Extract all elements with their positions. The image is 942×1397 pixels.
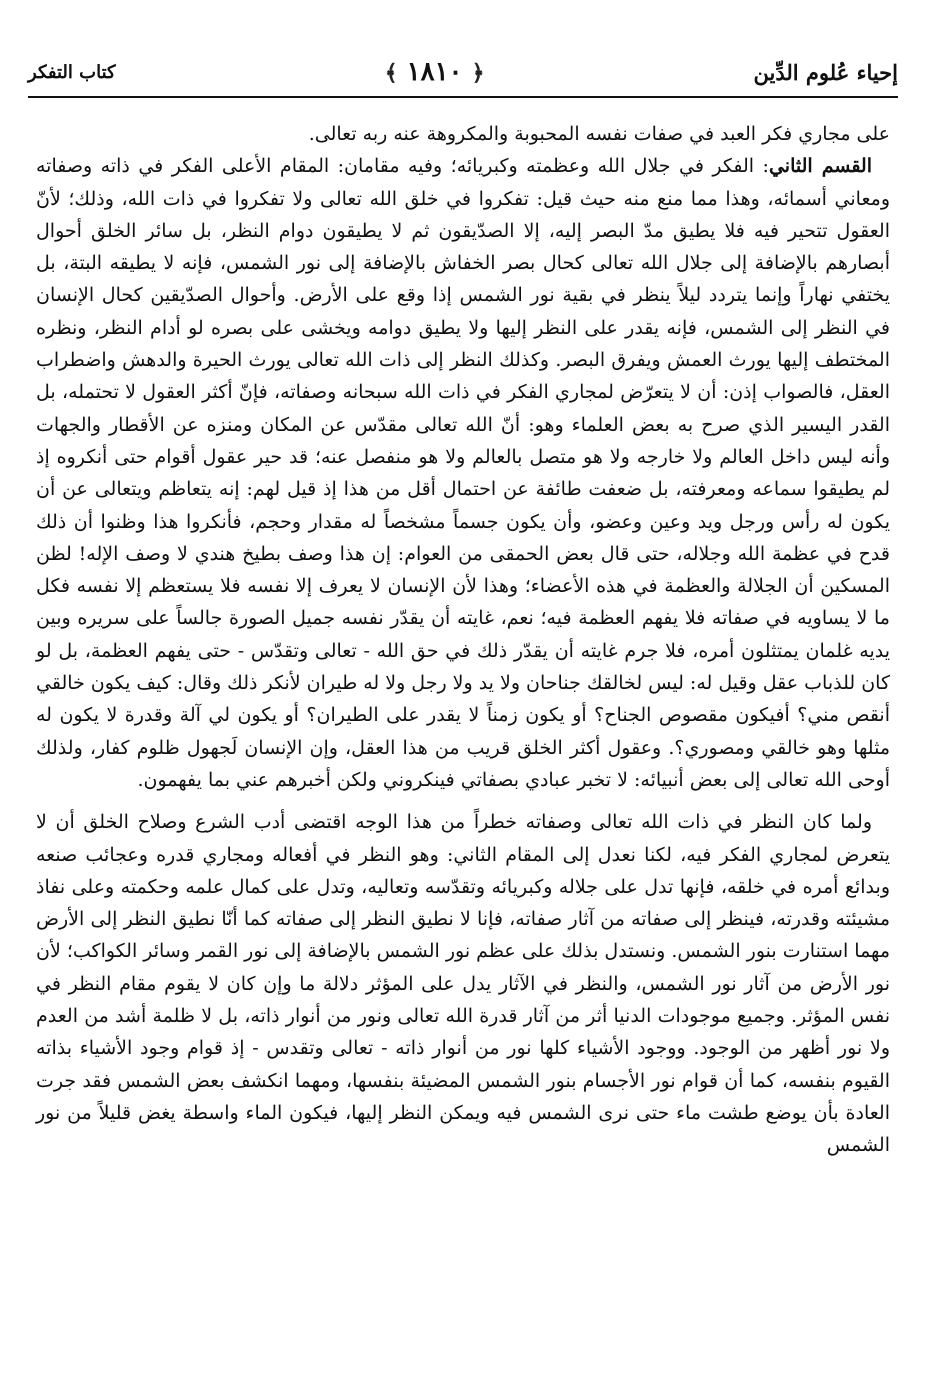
paragraph-3 — [36, 806, 890, 1161]
ornament-right: ﴿ — [471, 60, 485, 86]
paragraph-1 — [36, 118, 890, 150]
page-number: ١٨١٠ — [406, 57, 463, 87]
page-number-box — [385, 57, 485, 87]
body-text — [36, 118, 890, 1162]
chapter-title: كتاب التفكر — [28, 61, 116, 83]
book-title: إحياء عُلوم الدِّين — [753, 59, 898, 85]
paragraph-1-text: على مجاري فكر العبد في صفات نفسه المحبوبة والمكروهة عنه ربه تعالى. — [308, 123, 890, 145]
ornament-left: ﴾ — [384, 60, 398, 86]
paragraph-2 — [36, 150, 890, 796]
section-heading: القسم الثاني — [768, 155, 872, 178]
page-header — [28, 48, 898, 98]
paragraph-3-text: ولما كان النظر في ذات الله تعالى وصفاته خطراً من هذا الوجه اقتضى أدب الشرع وصلاح الخلق أن لا يتعرض لمجاري الفكر فيه، لكنا نعدل إلى المقام الثاني: وهو النظر في أفعاله ومجاري قدره وعجائب صنعه وبدائع أمره في خلقه، فإنها تدل على جلاله وكبريائه وتقدّسه وتعاليه، وتدل على كمال علمه وحكمته وعلى نفاذ مشيئته وقدرته، فينظر إلى صفاته من آثار صفاته، فإنا لا نطيق النظر إلى صفاته كما أنّا نطيق النظر إلى الأرض مهما استنارت بنور الشمس. ونستدل بذلك على عظم نور الشمس بالإضافة إلى نور القمر وسائر الكواكب؛ لأن نور الأرض من آثار نور الشمس، والنظر في الآثار يدل على المؤثر دلالة ما وإن كان لا يقوم مقام النظر في نفس المؤثر. وجميع موجودات الدنيا أثر من آثار قدرة الله تعالى ونور من أنوار ذاته، بل لا ظلمة أشد من العدم ولا نور أظهر من الوجود. ووجود الأشياء كلها نور من أنوار ذاته - تعالى وتقدس - إذ قوام وجود الأشياء بذاته القيوم بنفسه، كما أن قوام نور الأجسام بنور الشمس المضيئة بنفسها، ومهما انكشف بعض الشمس فقد جرت العادة بأن يوضع طشت ماء حتى نرى الشمس فيه ويمكن النظر إليها، فيكون الماء واسطة يغض قليلاً من نور الشمس — [36, 811, 890, 1157]
paragraph-2-text: : الفكر في جلال الله وعظمته وكبريائه؛ وفيه مقامان: المقام الأعلى الفكر في ذاته وصفاته ومعاني أسمائه، وهذا مما منع منه حيث قيل: تفكروا في خلق الله تعالى ولا تفكروا في ذات الله، وذلك؛ لأنّ العقول تتحير فيه فلا يطيق مدّ البصر إليه، إلا الصدّيقون ثم لا يطيقون دوام النظر، بل سائر الخلق أحوال أبصارهم بالإضافة إلى جلال الله تعالى كحال بصر الخفاش بالإضافة إلى نور الشمس، فإنه لا يطيقه البتة، بل يختفي نهاراً وإنما يتردد ليلاً ينظر في بقية نور الشمس إذا وقع على الأرض. وأحوال الصدّيقين كحال الإنسان في النظر إلى الشمس، فإنه يقدر على النظر إليها ولا يطيق دوامه ويخشى على بصره لو أدام النظر، ونظره المختطف إليها يورث العمش ويفرق البصر. وكذلك النظر إلى ذات الله تعالى يورث الحيرة والدهش واضطراب العقل، فالصواب إذن: أن لا يتعرّض لمجاري الفكر في ذات الله سبحانه وصفاته، فإنّ أكثر العقول لا تحتمله، بل القدر اليسير الذي صرح به بعض العلماء وهو: أنّ الله تعالى مقدّس عن المكان ومنزه عن الأقطار والجهات وأنه ليس داخل العالم ولا خارجه ولا هو متصل بالعالم ولا هو منفصل عنه؛ قد حير عقول أقوام حتى أنكروه إذ لم يطيقوا سماعه ومعرفته، بل ضعفت طائفة عن احتمال أقل من هذا إذ قيل لهم: إنه يتعاظم ويتعالى عن أن يكون له رأس ورجل ويد وعين وعضو، وأن يكون جسماً مشخصاً له مقدار وحجم، فأنكروا هذا وظنوا أن ذلك قدح في عظمة الله وجلاله، حتى قال بعض الحمقى من العوام: إن هذا وصف بطيخ هندي لا وصف الإله! لظن المسكين أن الجلالة والعظمة في هذه الأعضاء؛ وهذا لأن الإنسان لا يعرف إلا نفسه فلا يستعظم إلا نفسه فكل ما لا يساويه في صفاته فلا يفهم العظمة فيه؛ نعم، غايته أن يقدّر نفسه جميل الصورة جالساً على سريره وبين يديه غلمان يمتثلون أمره، فلا جرم غايته أن يقدّر ذلك في حق الله - تعالى وتقدّس - حتى يفهم العظمة، بل لو كان للذباب عقل وقيل له: ليس لخالقك جناحان ولا يد ولا رجل ولا له طيران لأنكر ذلك وقال: كيف يكون خالقي أنقص مني؟ أفيكون مقصوص الجناح؟ أو يكون زمناً لا يقدر على الطيران؟ أو يكون لي آلة وقدرة لا يكون له مثلها وهو خالقي ومصوري؟. وعقول أكثر الخلق قريب من هذا العقل، وإن الإنسان لَجهول ظلوم كفار، ولذلك أوحى الله تعالى إلى بعض أنبيائه: لا تخبر عبادي بصفاتي فينكروني ولكن أخبرهم عني بما يفهمون. — [36, 155, 890, 791]
